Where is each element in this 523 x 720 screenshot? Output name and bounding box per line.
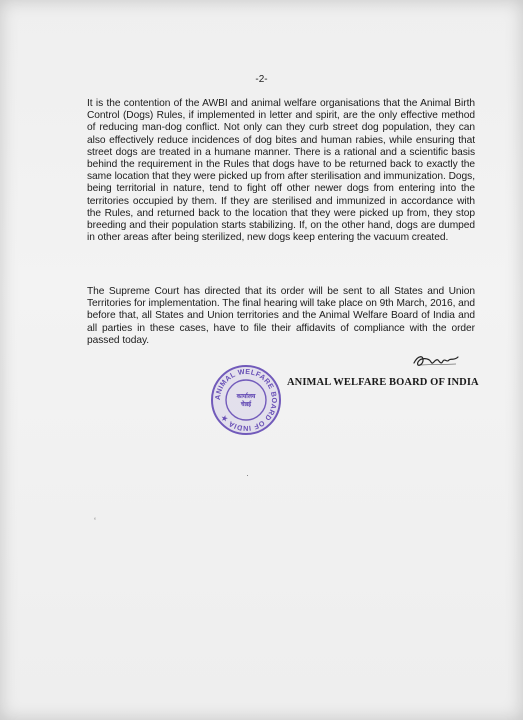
stamp-ring-text: ANIMAL WELFARE BOARD OF INDIA ★	[212, 366, 280, 434]
paragraph-contention: It is the contention of the AWBI and animal welfare organisations that the Animal Birth Control (Dogs) Rules, if implemented in letter and spirit, are the only effective method of reducing man-dog conflict. Not only can they curb street dog population, they can also effectively reduce incidences of dog bites and human rabies, while ensuring that street dogs are treated in a humane manner. There is a rational and a scientific basis behind the requirement in the Rules that dogs have to be returned back to exactly the same location that they were picked up from after sterilisation and immunization. Dogs, being territorial in nature, tend to fight off other newer dogs from entering into the territories occupied by them. If they are sterilised and immunized in accordance with the Rules, and returned back to the location that they were picked up from, they stop breeding and their population starts stabilizing. If, on the other hand, dogs are dumped in other areas after being sterilized, new dogs keep entering the vacuum created.	[87, 98, 475, 244]
paper-speck: ·	[246, 470, 249, 480]
paper-speck: ‘	[94, 516, 96, 526]
signature-image	[412, 352, 460, 370]
stamp-center-line-2: चेन्नई	[240, 401, 252, 408]
stamp-center-line-1: कार्यालय	[236, 393, 256, 400]
page-number: -2-	[255, 74, 268, 85]
signatory-organisation: ANIMAL WELFARE BOARD OF INDIA	[287, 377, 479, 388]
official-seal-stamp	[210, 364, 282, 436]
paragraph-supreme-court: The Supreme Court has directed that its order will be sent to all States and Union Territories for implementation. The final hearing will take place on 9th March, 2016, and before that, all States and Union territories and the Animal Welfare Board of India and all parties in these cases, have to file their affidavits of compliance with the order passed today.	[87, 286, 475, 346]
